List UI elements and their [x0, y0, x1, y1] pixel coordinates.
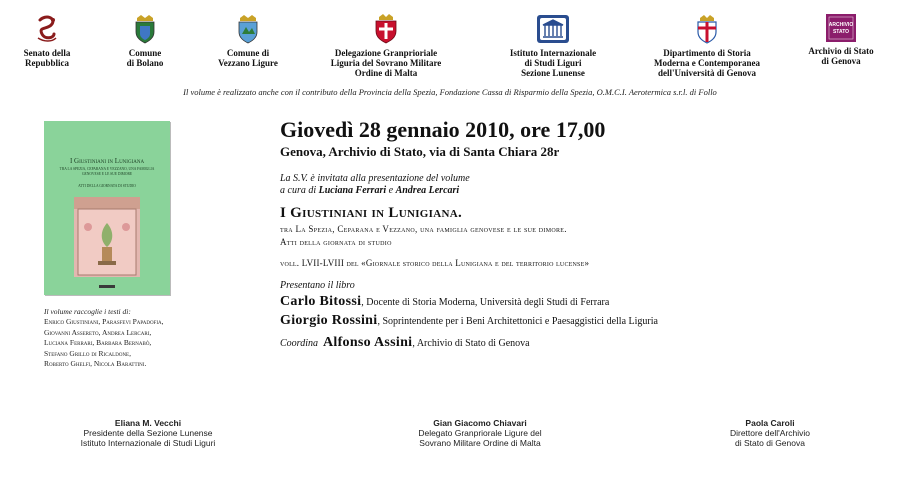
- logo-label-line: dell'Università di Genova: [657, 68, 756, 78]
- archive-logo-text: STATO: [832, 29, 850, 35]
- coordinator-role: , Archivio di Stato di Genova: [412, 338, 530, 349]
- logo-label-line: Delegazione Granprioriale: [334, 48, 438, 58]
- logo-label-line: Liguria del Sovrano Militare: [330, 58, 442, 68]
- conjunction: e: [386, 185, 396, 196]
- archive-logo-text: ARCHIVIO: [828, 22, 854, 28]
- volumes-info: voll. LVII-LVIII del «Giornale storico della Lunigiana e del territorio lucense»: [280, 258, 590, 268]
- cover-fresco-illustration: [74, 197, 140, 277]
- speaker-role: , Docente di Storia Moderna, Università degli Studi di Ferrara: [361, 297, 610, 308]
- logo-label-line: Comune: [128, 48, 162, 58]
- event-details: [280, 117, 890, 351]
- coordinator-name: Alfonso Assini: [322, 335, 413, 350]
- signatory-title: Direttore dell'Archivio: [729, 428, 811, 438]
- coordinator-label: Coordina: [280, 338, 318, 349]
- logo-label-line: Ordine di Malta: [354, 68, 418, 78]
- authors-list: [44, 307, 244, 369]
- signatory-name: Paola Caroli: [745, 418, 795, 428]
- author-line: Stefano Grillo di Ricaldone,: [44, 348, 131, 358]
- cover-note: ATTI DELLA GIORNATA DI STUDIO: [78, 184, 136, 188]
- curator-name: Luciana Ferrari: [318, 185, 387, 196]
- logo-archivio: [796, 14, 886, 66]
- logo-istituto: [488, 14, 618, 78]
- logo-label-line: Repubblica: [24, 58, 69, 68]
- book-cover: [44, 121, 170, 295]
- signature-block: [680, 418, 860, 448]
- logo-label-line: Senato della: [23, 48, 71, 58]
- logo-label-line: Vezzano Ligure: [218, 58, 278, 68]
- logo-label-line: di Bolano: [126, 58, 164, 68]
- curated-by-label: a cura di: [280, 185, 319, 196]
- bolano-crest-icon: [133, 14, 157, 44]
- event-place: Genova, Archivio di Stato, via di Santa Chiara 28r: [280, 144, 560, 159]
- logo-row: [0, 0, 900, 86]
- speaker-name: Giorgio Rossini: [280, 313, 378, 328]
- book-note: Atti della giornata di studio: [280, 237, 392, 247]
- author-line: Enrico Giustiniani, Parasfevi Papadofia,: [44, 317, 164, 327]
- institute-seal-icon: [536, 14, 570, 44]
- signatory-title: di Stato di Genova: [735, 438, 805, 448]
- logo-senato: [12, 14, 82, 68]
- logo-label-line: di Studi Liguri: [524, 58, 582, 68]
- vezzano-crest-icon: [236, 14, 260, 44]
- logo-label-line: Dipartimento di Storia: [663, 48, 751, 58]
- invitation-text: [280, 173, 890, 197]
- senate-crest-icon: [34, 14, 60, 44]
- invitation-line: [280, 185, 890, 197]
- presented-label: Presentano il libro: [280, 280, 355, 291]
- logo-label-line: Moderna e Contemporanea: [654, 58, 760, 68]
- logo-label-line: di Genova: [821, 56, 861, 66]
- author-line: Giovanni Assereto, Andrea Lercari,: [44, 327, 152, 337]
- genova-university-crest-icon: [695, 14, 719, 44]
- signature-block: [380, 418, 580, 448]
- author-line: Roberto Ghelfi, Nicola Barattini.: [44, 359, 147, 369]
- logo-label-line: Archivio di Stato: [808, 46, 874, 56]
- book-title: I Giustiniani in Lunigiana.: [280, 205, 463, 221]
- cover-publisher-mark: [99, 285, 115, 288]
- authors-intro: Il volume raccoglie i testi di:: [44, 307, 131, 316]
- logo-malta: [316, 14, 456, 78]
- speaker: [280, 292, 890, 310]
- speaker-role: , Soprintendente per i Beni Architettonici e Paesaggistici della Liguria: [377, 316, 658, 327]
- event-date: Giovedì 28 gennaio 2010, ore 17,00: [280, 117, 606, 142]
- speaker: [280, 311, 890, 329]
- cover-title: I Giustiniani in Lunigiana: [69, 157, 145, 165]
- signatory-title: Istituto Internazionale di Studi Liguri: [80, 438, 216, 448]
- coordinator: [280, 333, 890, 351]
- signatory-name: Eliana M. Vecchi: [114, 418, 182, 428]
- signatory-name: Gian Giacomo Chiavari: [433, 418, 527, 428]
- signatory-title: Sovrano Militare Ordine di Malta: [419, 438, 541, 448]
- logo-dipartimento: [642, 14, 772, 78]
- author-line: Luciana Ferrari, Barbara Bernabò,: [44, 338, 152, 348]
- contribution-note: Il volume è realizzato anche con il contributo della Provincia della Spezia, Fondazione Cassa di Risparmio della Spezia, O.M.C.I. Aerotermica s.r.l. di Follo: [183, 87, 717, 97]
- signatory-title: Delegato Granpriorale Ligure del: [418, 428, 542, 438]
- book-subtitle: tra La Spezia, Ceparana e Vezzano, una famiglia genovese e le sue dimore.: [280, 224, 567, 234]
- cover-subtitle: TRA LA SPEZIA, CEPARANA E VEZZANO, UNA FAMIGLIA GENOVESE E LE SUE DIMORE: [59, 167, 155, 176]
- logo-label-line: Sezione Lunense: [521, 68, 585, 78]
- logo-label-line: Istituto Internazionale: [509, 48, 597, 58]
- logo-bolano: [110, 14, 180, 68]
- invitation-line: La S.V. è invitata alla presentazione del volume: [280, 173, 470, 184]
- signature-block: [48, 418, 248, 448]
- speaker-name: Carlo Bitossi: [280, 294, 362, 309]
- logo-vezzano: [205, 14, 291, 68]
- logo-label-line: Comune di: [226, 48, 270, 58]
- archive-logo-icon: [826, 14, 856, 42]
- signatory-title: Presidente della Sezione Lunense: [83, 428, 213, 438]
- malta-order-crest-icon: [373, 14, 399, 44]
- curator-name: Andrea Lercari: [395, 185, 460, 196]
